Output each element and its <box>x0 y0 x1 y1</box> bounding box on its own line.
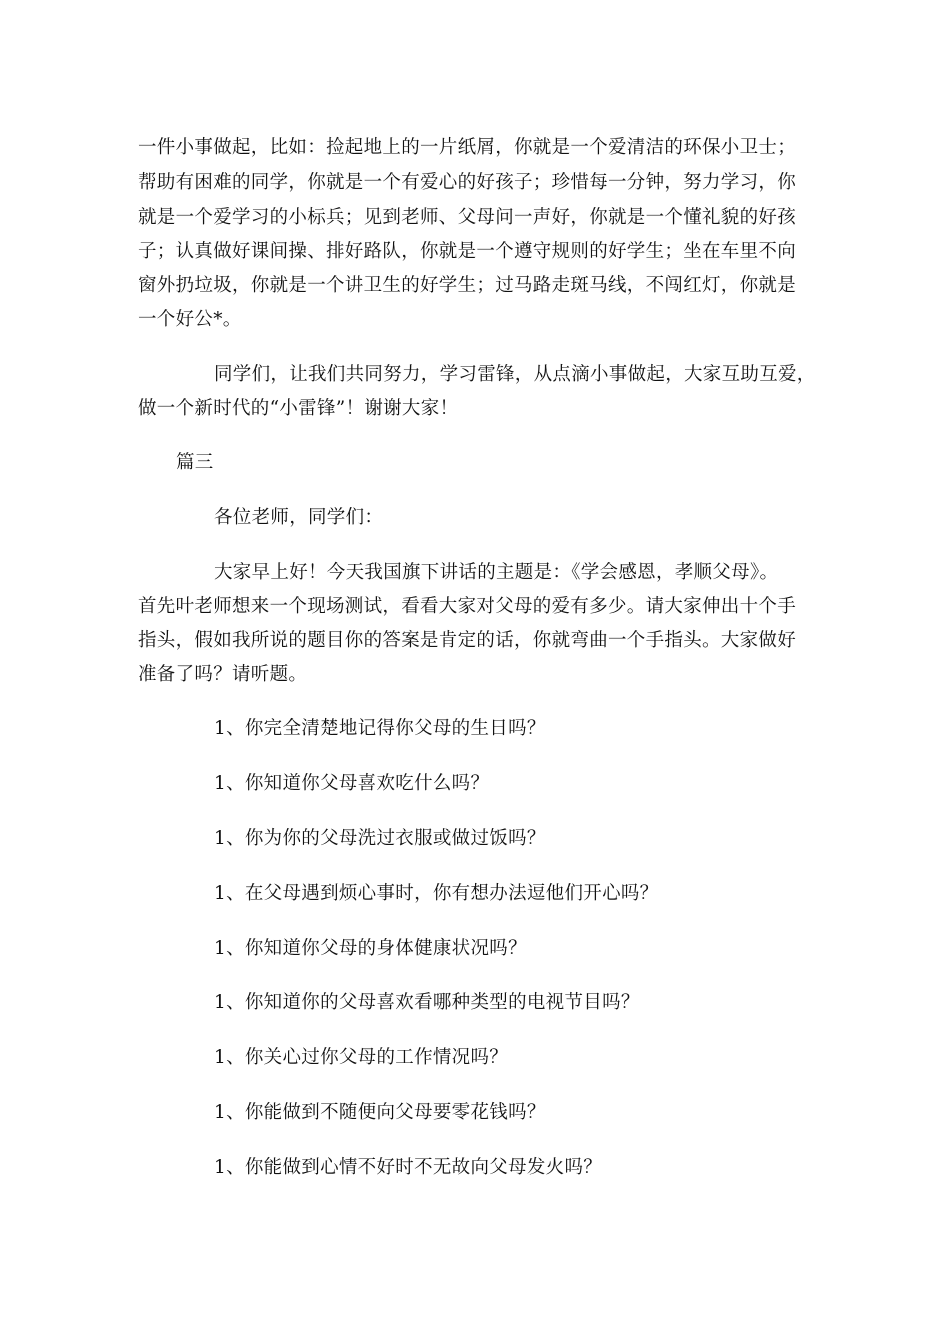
question-item: 1、在父母遇到烦心事时，你有想办法逗他们开心吗？ <box>214 883 659 904</box>
greeting: 各位老师，同学们： <box>214 507 384 528</box>
question-item: 1、你能做到不随便向父母要零花钱吗？ <box>214 1102 546 1123</box>
paragraph-line: 指头，假如我所说的题目你的答案是肯定的话，你就弯曲一个手指头。大家做好 <box>138 630 797 651</box>
paragraph-line: 首先叶老师想来一个现场测试，看看大家对父母的爱有多少。请大家伸出十个手 <box>138 596 797 617</box>
question-item: 1、你知道你父母的身体健康状况吗？ <box>214 938 527 959</box>
paragraph-line: 子；认真做好课间操、排好路队，你就是一个遵守规则的好学生；坐在车里不向 <box>138 241 797 262</box>
question-item: 1、你知道你的父母喜欢看哪种类型的电视节目吗？ <box>214 992 640 1013</box>
paragraph-line: 一件小事做起，比如：捡起地上的一片纸屑，你就是一个爱清洁的环保小卫士； <box>138 137 797 158</box>
question-item: 1、你关心过你父母的工作情况吗？ <box>214 1047 509 1068</box>
paragraph-line: 大家早上好！今天我国旗下讲话的主题是：《学会感恩，孝顺父母》。 <box>214 562 779 583</box>
question-item: 1、你知道你父母喜欢吃什么吗？ <box>214 773 490 794</box>
paragraph-line: 准备了吗？请听题。 <box>138 664 308 685</box>
question-item: 1、你能做到心情不好时不无故向父母发火吗？ <box>214 1157 603 1178</box>
section-title: 篇三 <box>176 452 214 473</box>
paragraph-line: 就是一个爱学习的小标兵；见到老师、父母问一声好，你就是一个懂礼貌的好孩 <box>138 207 797 228</box>
question-item: 1、你为你的父母洗过衣服或做过饭吗？ <box>214 828 546 849</box>
question-item: 1、你完全清楚地记得你父母的生日吗？ <box>214 718 546 739</box>
paragraph-line: 同学们，让我们共同努力，学习雷锋，从点滴小事做起，大家互助互爱， <box>214 364 816 385</box>
paragraph-line: 帮助有困难的同学，你就是一个有爱心的好孩子；珍惜每一分钟，努力学习，你 <box>138 172 797 193</box>
paragraph-line: 窗外扔垃圾，你就是一个讲卫生的好学生；过马路走斑马线，不闯红灯，你就是 <box>138 275 797 296</box>
paragraph-line: 做一个新时代的“小雷锋”！谢谢大家！ <box>138 398 459 419</box>
paragraph-line: 一个好公*。 <box>138 309 242 330</box>
